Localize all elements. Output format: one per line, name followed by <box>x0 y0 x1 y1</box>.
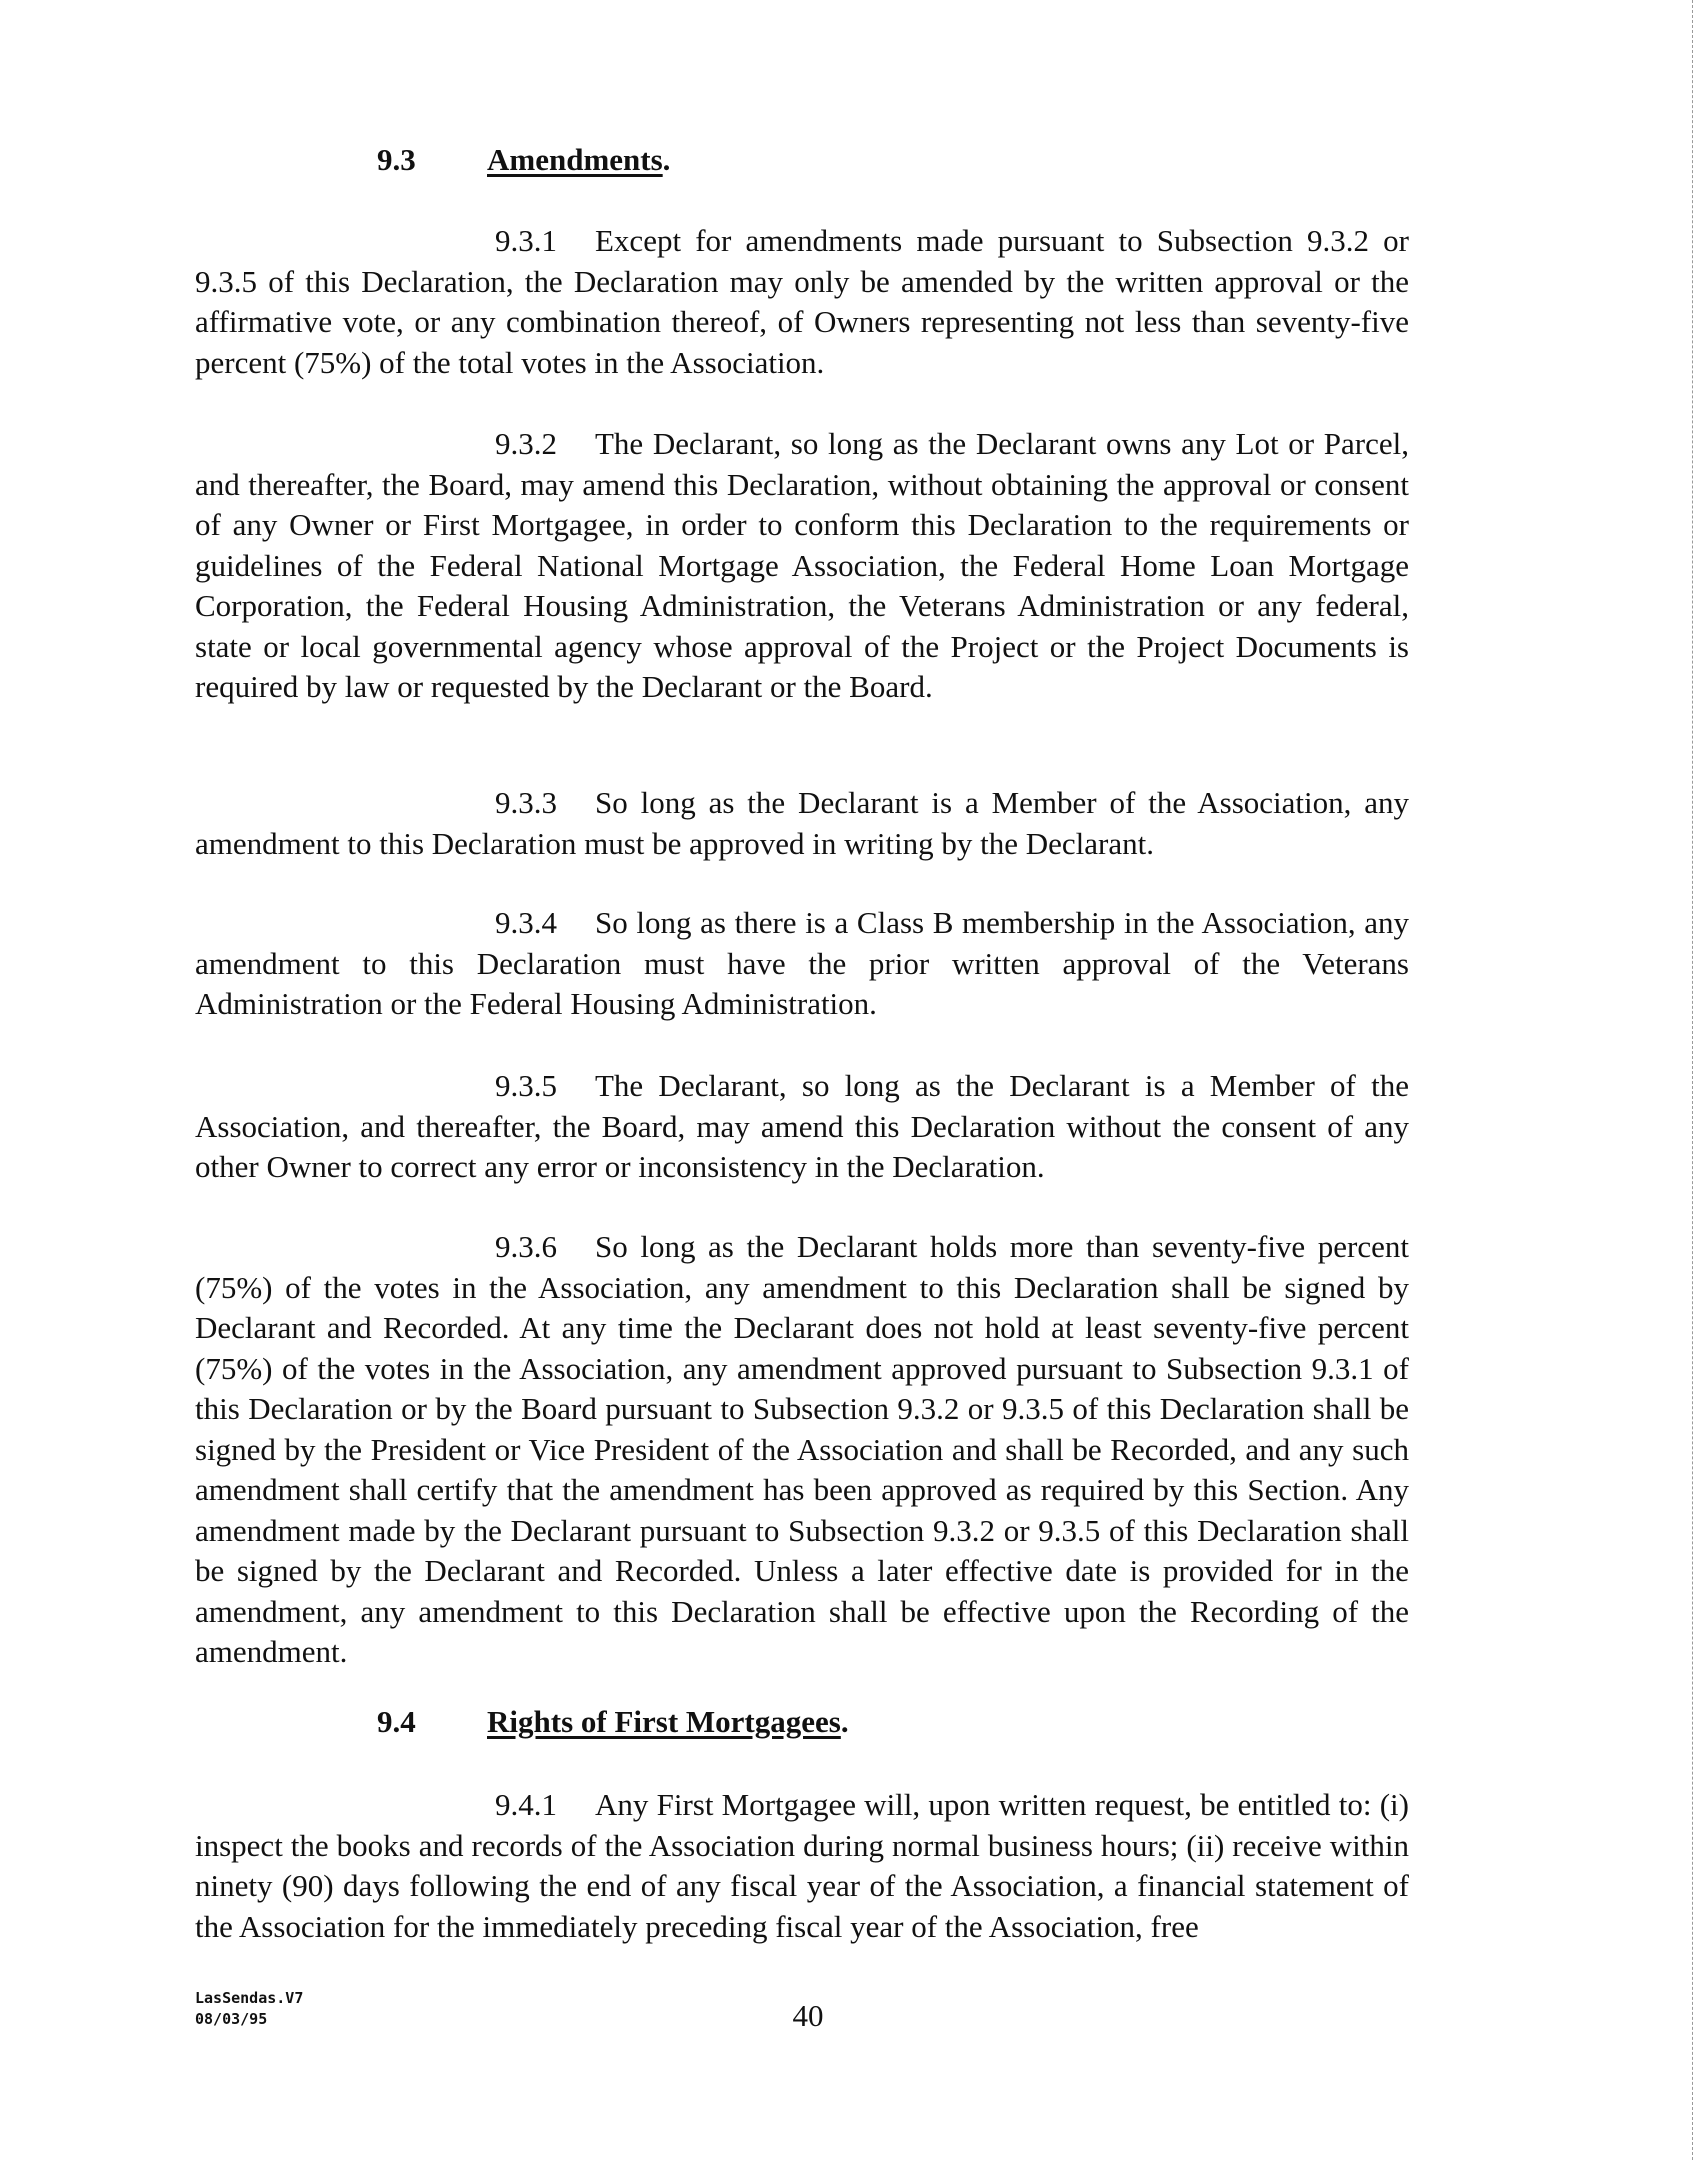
section-title-suffix: . <box>662 142 671 177</box>
section-heading-9-4 <box>377 1702 849 1742</box>
footer-date: 08/03/95 <box>195 2010 268 2028</box>
paragraph-text: The Declarant, so long as the Declarant owns any Lot or Parcel, and thereafter, the Board, may amend this Declaration, without obtaining the approval or consent of any Owner or First Mortgagee, in order to conform this Declaration to the requirements or guidelines of the Federal National Mortgage Association, the Federal Home Loan Mortgage Corporation, the Federal Housing Administration, the Veterans Administration or any federal, state or local governmental agency whose approval of the Project or the Project Documents is required by law or requested by the Declarant or the Board. <box>195 426 1409 704</box>
section-number: 9.3 <box>377 142 416 177</box>
paragraph-text: Any First Mortgagee will, upon written request, be entitled to: (i) inspect the books and records of the Association during normal business hours; (ii) receive within ninety (90) days following the end of any fiscal year of the Association, a financial statement of the Association for the immediately preceding fiscal year of the Association, free <box>195 1787 1409 1944</box>
section-number: 9.4 <box>377 1704 416 1739</box>
paragraph-9-3-6 <box>195 1227 1409 1673</box>
paragraph-9-4-1 <box>195 1785 1409 1947</box>
paragraph-number: 9.3.3 <box>495 785 557 820</box>
paragraph-9-3-3 <box>195 783 1409 864</box>
paragraph-text: The Declarant, so long as the Declarant is a Member of the Association, and thereafter, the Board, may amend this Declaration without the consent of any other Owner to correct any error or inconsistency in the Declaration. <box>195 1068 1409 1184</box>
paragraph-number: 9.3.1 <box>495 223 557 258</box>
paragraph-text: So long as the Declarant is a Member of the Association, any amendment to this Declaration must be approved in writing by the Declarant. <box>195 785 1409 861</box>
section-title: Rights of First Mortgagees <box>487 1704 841 1739</box>
section-title-suffix: . <box>840 1704 849 1739</box>
paragraph-9-3-5 <box>195 1066 1409 1188</box>
footer-doc-name: LasSendas.V7 <box>195 1989 304 2007</box>
paragraph-text: Except for amendments made pursuant to Subsection 9.3.2 or 9.3.5 of this Declaration, the Declaration may only be amended by the written approval or the affirmative vote, or any combination thereof, of Owners representing not less than seventy-five percent (75%) of the total votes in the Association. <box>195 223 1409 380</box>
paragraph-number: 9.3.2 <box>495 426 557 461</box>
paragraph-number: 9.3.4 <box>495 905 557 940</box>
paragraph-9-3-2 <box>195 424 1409 708</box>
footer-document-id <box>195 1988 303 2030</box>
paragraph-text: So long as the Declarant holds more than seventy-five percent (75%) of the votes in the Association, any amendment to this Declaration shall be signed by Declarant and Recorded. At any time the Declarant does not hold at least seventy-five percent (75%) of the votes in the Association, any amendment approved pursuant to Subsection 9.3.1 of this Declaration or by the Board pursuant to Subsection 9.3.2 or 9.3.5 of this Declaration shall be signed by the President or Vice President of the Association and shall be Recorded, and any such amendment shall certify that the amendment has been approved as required by this Section. Any amendment made by the Declarant pursuant to Subsection 9.3.2 or 9.3.5 of this Declaration shall be signed by the Declarant and Recorded. Unless a later effective date is provided for in the amendment, any amendment to this Declaration shall be effective upon the Recording of the amendment. <box>195 1229 1409 1669</box>
paragraph-text: So long as there is a Class B membership in the Association, any amendment to this Declaration must have the prior written approval of the Veterans Administration or the Federal Housing Administration. <box>195 905 1409 1021</box>
paragraph-9-3-4 <box>195 903 1409 1025</box>
paragraph-9-3-1 <box>195 221 1409 383</box>
paragraph-number: 9.4.1 <box>495 1787 557 1822</box>
page-number: 40 <box>792 1998 824 2033</box>
section-heading-9-3 <box>377 140 670 180</box>
paragraph-number: 9.3.6 <box>495 1229 557 1264</box>
section-title: Amendments <box>487 142 663 177</box>
paragraph-number: 9.3.5 <box>495 1068 557 1103</box>
page-edge-mark <box>1692 0 1696 2160</box>
